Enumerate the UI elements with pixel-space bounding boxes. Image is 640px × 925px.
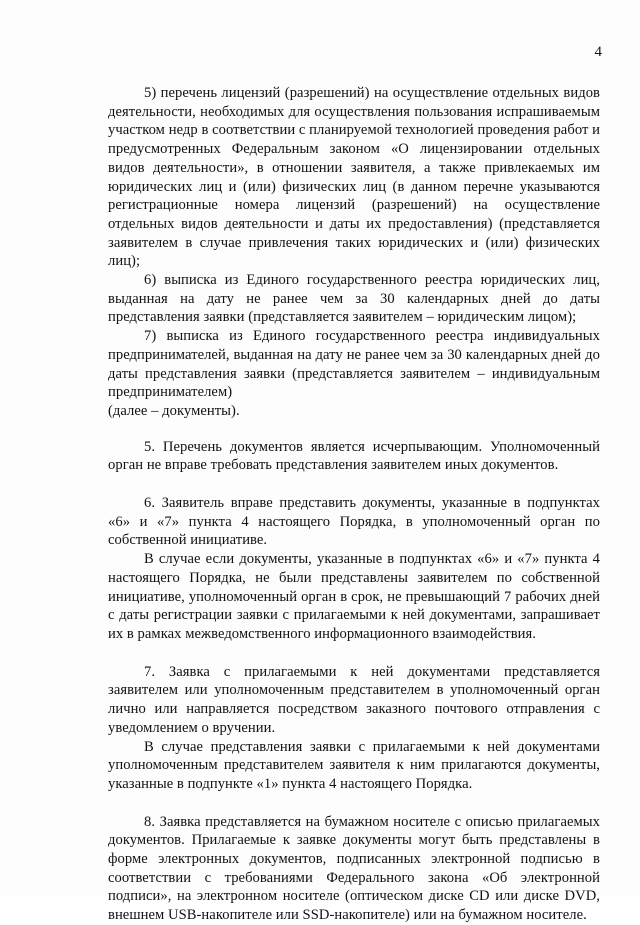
clause-7: 7. Заявка с прилагаемыми к ней документами представляется заявителем или уполномоченным представителем в уполномоченный орган лично или направляется посредством заказного почтового отправления с уведомлением о вручении. [108, 663, 600, 736]
document-body [108, 84, 600, 925]
clause-5: 5. Перечень документов является исчерпывающим. Уполномоченный орган не вправе требовать представления заявителем иных документов. [108, 438, 600, 474]
clause-6: 6. Заявитель вправе представить документы, указанные в подпунктах «6» и «7» пункта 4 настоящего Порядка, в уполномоченный орган по собственной инициативе. [108, 495, 600, 549]
item-7-egrip-extract: 7) выписка из Единого государственного реестра индивидуальных предпринимателей, выданная на дату не ранее чем за 30 календарных дней до даты представления заявки (представляется заявителем – индивидуальным предпринимателем) [108, 328, 600, 401]
item-6-egrul-extract: 6) выписка из Единого государственного реестра юридических лиц, выданная на дату не ранее чем за 30 календарных дней до даты представления заявки (представляется заявителем – юридическим лицом); [108, 272, 600, 326]
clause-7-continued: В случае представления заявки с прилагаемыми к ней документами уполномоченным представителем заявителя к ним прилагаются документы, указанные в подпункте «1» пункта 4 настоящего Порядка. [108, 738, 600, 792]
documents-definition: (далее – документы). [108, 402, 240, 419]
page-number: 4 [594, 44, 602, 60]
clause-8: 8. Заявка представляется на бумажном носителе с описью прилагаемых документов. Прилагаемые к заявке документы могут быть представлены в форме электронных документов, подписанных электронной подписью в соответствии с требованиями Федерального закона «Об электронной подписи», на электронном носителе (оптическом диске CD или диске DVD, внешнем USB-накопителе или SSD-накопителе) или на бумажном носителе. [108, 813, 600, 924]
item-5-licenses: 5) перечень лицензий (разрешений) на осуществление отдельных видов деятельности, необходимых для осуществления пользования испрашиваемым участком недр в соответствии с планируемой технологией проведения работ и предусмотренных Федеральным законом «О лицензировании отдельных видов деятельности», в отношении заявителя, а также привлекаемых им юридических лиц и (или) физических лиц (в данном перечне указываются регистрационные номера лицензий (разрешений) на осуществление отдельных видов деятельности и даты их предоставления) (представляется заявителем в случае привлечения таких юридических и (или) физических лиц); [108, 85, 600, 270]
clause-6-continued: В случае если документы, указанные в подпунктах «6» и «7» пункта 4 настоящего Порядка, не были представлены заявителем по собственной инициативе, уполномоченный орган в срок, не превышающий 7 рабочих дней с даты регистрации заявки с прилагаемыми к ней документами, запрашивает их в рамках межведомственного информационного взаимодействия. [108, 551, 600, 642]
